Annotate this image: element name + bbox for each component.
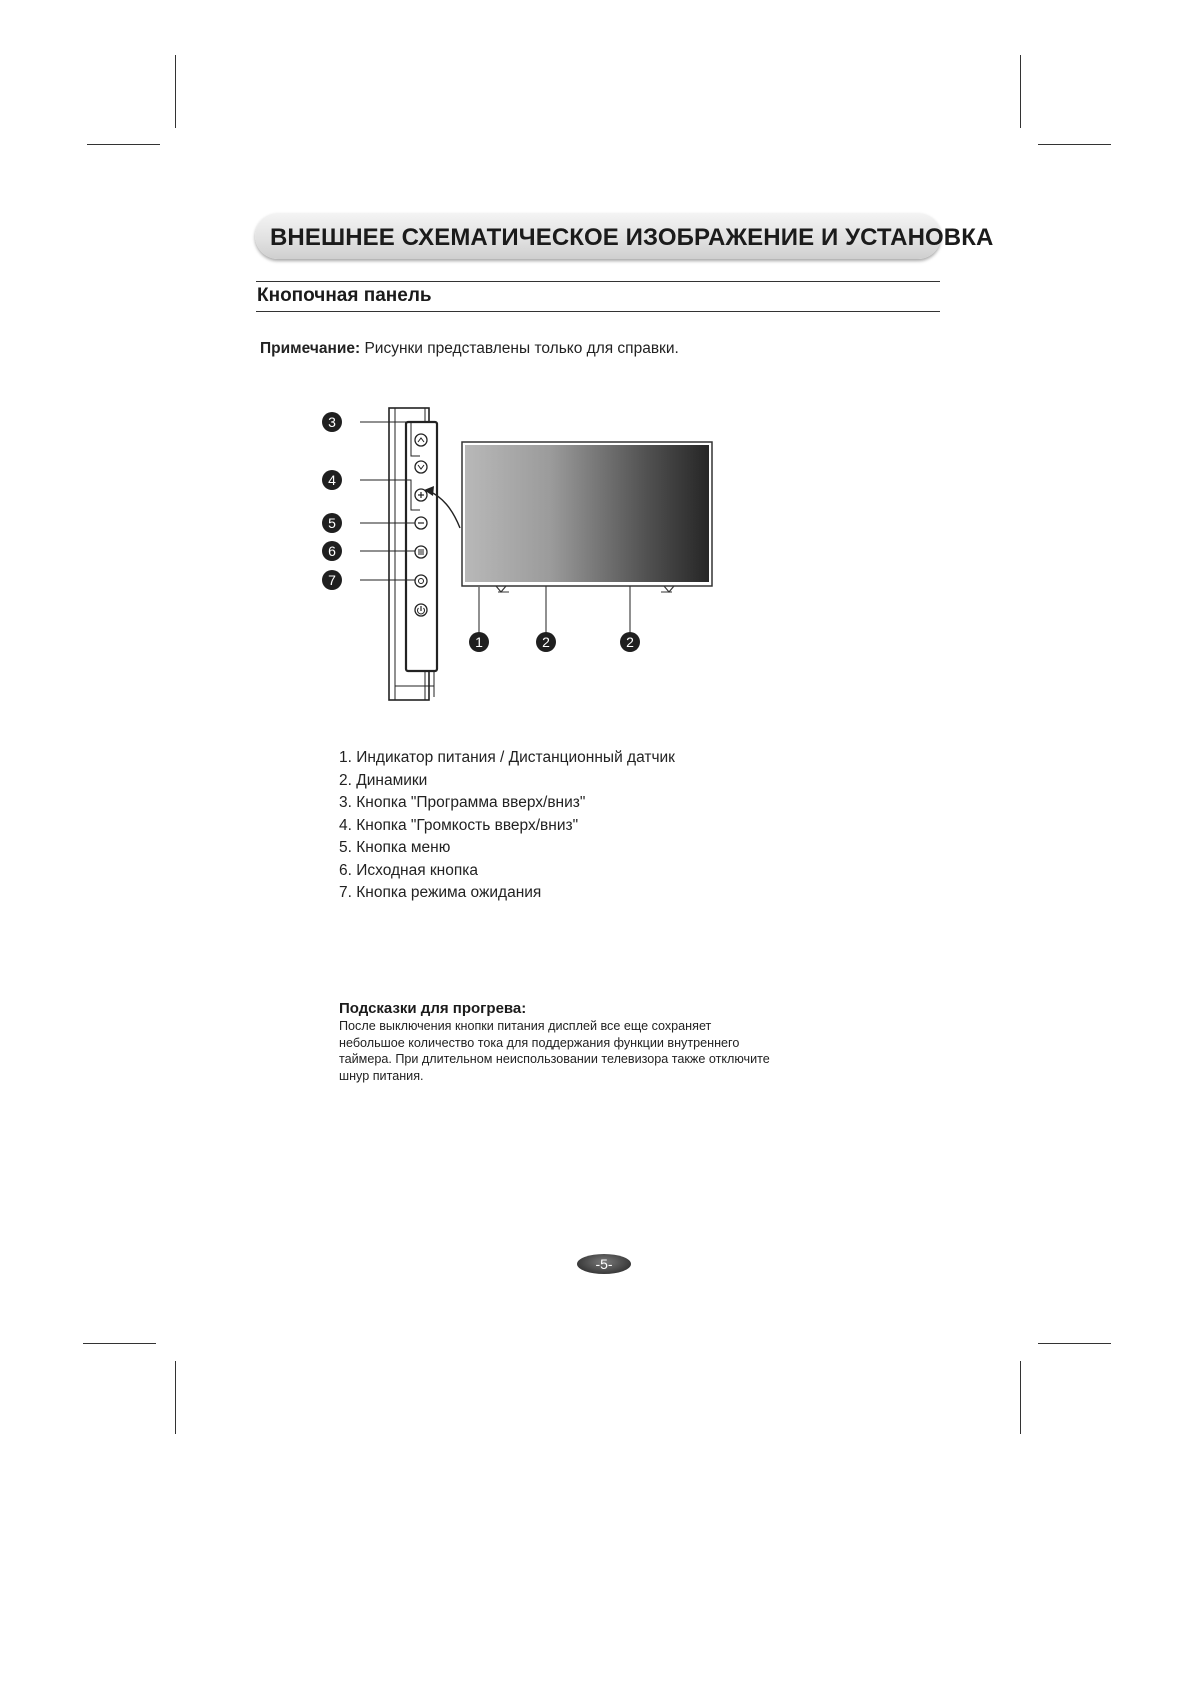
legend-item: 7. Кнопка режима ожидания [339, 884, 542, 901]
note-label: Примечание: [260, 340, 361, 357]
tv-front [462, 442, 712, 592]
crop-mark [1020, 55, 1021, 128]
page-title: ВНЕШНЕЕ СХЕМАТИЧЕСКОЕ ИЗОБРАЖЕНИЕ И УСТАНОВКА [270, 224, 994, 251]
note-text: Рисунки представлены только для справки. [364, 340, 679, 357]
channel-down-button [415, 461, 427, 473]
tips-title: Подсказки для прогрева: [339, 1000, 527, 1017]
tv-diagram [330, 400, 780, 720]
crop-mark [175, 1361, 176, 1434]
section-title: Кнопочная панель [257, 285, 432, 306]
legend-item: 2. Динамики [339, 771, 428, 789]
callout-2b [620, 632, 640, 652]
channel-up-button [415, 434, 427, 446]
tips-line: шнур питания. [339, 1068, 424, 1083]
legend-item: 6. Исходная кнопка [339, 861, 479, 879]
tips-line: небольшое количество тока для поддержания функции внутреннего [339, 1035, 740, 1050]
legend-item: 3. Кнопка "Программа вверх/вниз" [339, 794, 586, 811]
crop-mark [1038, 1343, 1111, 1344]
callout-6 [322, 541, 342, 561]
section-rule-top [256, 281, 940, 282]
source-button [415, 575, 427, 587]
volume-down-button [415, 517, 427, 529]
tips-line: После выключения кнопки питания дисплей все еще сохраняет [339, 1019, 712, 1033]
crop-mark [1038, 144, 1111, 145]
section-rule-bottom [256, 311, 940, 312]
callout-7 [322, 570, 342, 590]
note [260, 340, 679, 358]
callout-label: 5 [328, 515, 336, 531]
callout-3 [322, 412, 342, 432]
menu-button [415, 546, 427, 558]
callout-label: 7 [328, 572, 336, 588]
callout-label: 3 [328, 414, 336, 430]
legend-list [339, 747, 675, 905]
side-button-panel [389, 408, 437, 700]
callout-label: 6 [328, 543, 336, 559]
callout-5 [322, 513, 342, 533]
callout-4 [322, 470, 342, 490]
tips-text [339, 1018, 839, 1084]
callout-2a [536, 632, 556, 652]
callout-label: 4 [328, 472, 336, 488]
legend-item: 4. Кнопка "Громкость вверх/вниз" [339, 816, 579, 834]
callout-label: 2 [542, 634, 550, 650]
standby-button [415, 604, 427, 616]
legend-item: 5. Кнопка меню [339, 839, 451, 856]
tips-line: таймера. При длительном неиспользовании телевизора также отключите [339, 1052, 770, 1066]
callout-label: 2 [626, 634, 634, 650]
legend-item: 1. Индикатор питания / Дистанционный датчик [339, 749, 675, 766]
callout-label: 1 [475, 634, 483, 650]
crop-mark [87, 144, 160, 145]
callout-1 [469, 632, 489, 652]
crop-mark [83, 1343, 156, 1344]
page-number: -5- [577, 1254, 631, 1274]
crop-mark [175, 55, 176, 128]
crop-mark [1020, 1361, 1021, 1434]
